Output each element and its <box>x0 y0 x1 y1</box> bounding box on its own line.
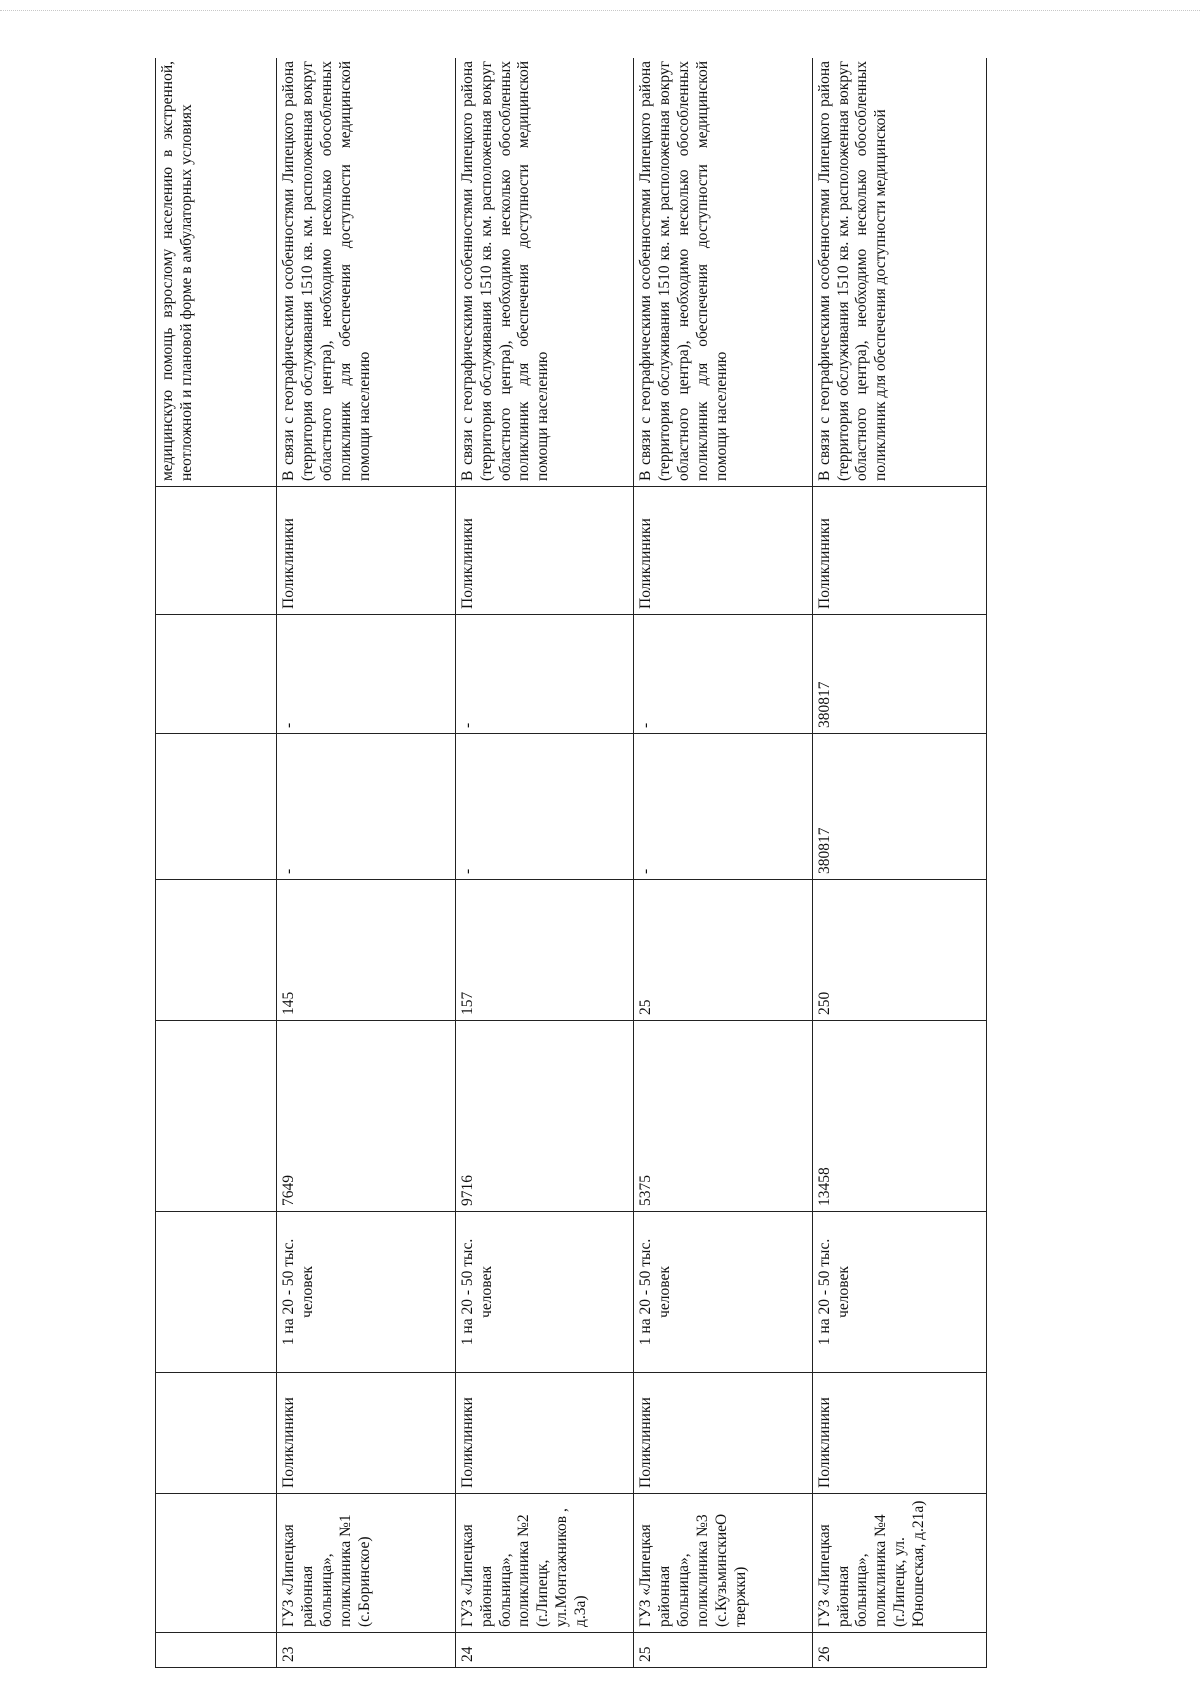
cell-sum1: - <box>634 734 812 880</box>
cell-num: 26 <box>812 1633 986 1668</box>
cell-reason: медицинскую помощь взрослому населению в экстренной, неотложной и плановой форме в амбулаторных условиях <box>156 58 277 487</box>
cell-norm: 1 на 20 - 50 тыс. человек <box>455 1212 633 1373</box>
cell-sum1: - <box>277 734 455 880</box>
cell-kind: Поликлиники <box>455 487 633 615</box>
cell-type: Поликлиники <box>812 1373 986 1494</box>
cell-norm: 1 на 20 - 50 тыс. человек <box>277 1212 455 1373</box>
cell-population: 13458 <box>812 1021 986 1212</box>
cell-population: 7649 <box>277 1021 455 1212</box>
cell-reason: В связи с географическими особенностями Липецкого района (территория обслуживания 1510 кв. км. расположенная вокруг областного центра), необходимо несколько обособленных поликлиник для обеспечения доступности медицинской помощи населению <box>277 58 455 487</box>
polyclinic-table <box>155 58 987 1668</box>
document-page <box>155 58 987 1668</box>
cell-sum2: 380817 <box>812 615 986 734</box>
cell-sum2: - <box>634 615 812 734</box>
cell-num <box>156 1633 277 1668</box>
cell-sum1: - <box>455 734 633 880</box>
cell-kind <box>156 487 277 615</box>
cell-value: 157 <box>455 880 633 1021</box>
cell-sum2 <box>156 615 277 734</box>
cell-type: Поликлиники <box>455 1373 633 1494</box>
cell-kind: Поликлиники <box>634 487 812 615</box>
cell-sum1 <box>156 734 277 880</box>
cell-value: 250 <box>812 880 986 1021</box>
cell-value: 145 <box>277 880 455 1021</box>
cell-population: 5375 <box>634 1021 812 1212</box>
scan-edge-line <box>0 10 1200 11</box>
table-row <box>277 58 455 1668</box>
table-row <box>634 58 812 1668</box>
cell-kind: Поликлиники <box>277 487 455 615</box>
table-row-continuation <box>156 58 277 1668</box>
table-row <box>455 58 633 1668</box>
table-row <box>812 58 986 1668</box>
cell-type: Поликлиники <box>277 1373 455 1494</box>
cell-type <box>156 1373 277 1494</box>
cell-reason: В связи с географическими особенностями Липецкого района (территория обслуживания 1510 кв. км. расположенная вокруг областного центра), необходимо несколько обособленных поликлиник для обеспечения доступности медицинской <box>812 58 986 487</box>
cell-norm: 1 на 20 - 50 тыс. человек <box>634 1212 812 1373</box>
cell-name: ГУЗ «Липецкая районная больница», поликлиника №2 (г.Липецк, ул.Монтажников , д.3а) <box>455 1494 633 1633</box>
cell-sum2: - <box>277 615 455 734</box>
cell-reason: В связи с географическими особенностями Липецкого района (территория обслуживания 1510 кв. км. расположенная вокруг областного центра), необходимо несколько обособленных поликлиник для обеспечения доступности медицинской помощи населению <box>455 58 633 487</box>
cell-num: 24 <box>455 1633 633 1668</box>
cell-sum2: - <box>455 615 633 734</box>
cell-norm <box>156 1212 277 1373</box>
cell-num: 23 <box>277 1633 455 1668</box>
cell-name: ГУЗ «Липецкая районная больница», поликлиника №3 (с.КузьминскиеО твержки) <box>634 1494 812 1633</box>
cell-reason: В связи с географическими особенностями Липецкого района (территория обслуживания 1510 кв. км. расположенная вокруг областного центра), необходимо несколько обособленных поликлиник для обеспечения доступности медицинской помощи населению <box>634 58 812 487</box>
cell-value <box>156 880 277 1021</box>
cell-value: 25 <box>634 880 812 1021</box>
cell-name: ГУЗ «Липецкая районная больница», поликлиника №1 (с.Боринское) <box>277 1494 455 1633</box>
cell-population <box>156 1021 277 1212</box>
cell-norm: 1 на 20 - 50 тыс. человек <box>812 1212 986 1373</box>
cell-name: ГУЗ «Липецкая районная больница», поликлиника №4 (г.Липецк, ул. Юношеская, д.21а) <box>812 1494 986 1633</box>
cell-num: 25 <box>634 1633 812 1668</box>
cell-kind: Поликлиники <box>812 487 986 615</box>
cell-population: 9716 <box>455 1021 633 1212</box>
cell-sum1: 380817 <box>812 734 986 880</box>
rotated-table-container <box>155 58 987 1668</box>
cell-name <box>156 1494 277 1633</box>
cell-type: Поликлиники <box>634 1373 812 1494</box>
